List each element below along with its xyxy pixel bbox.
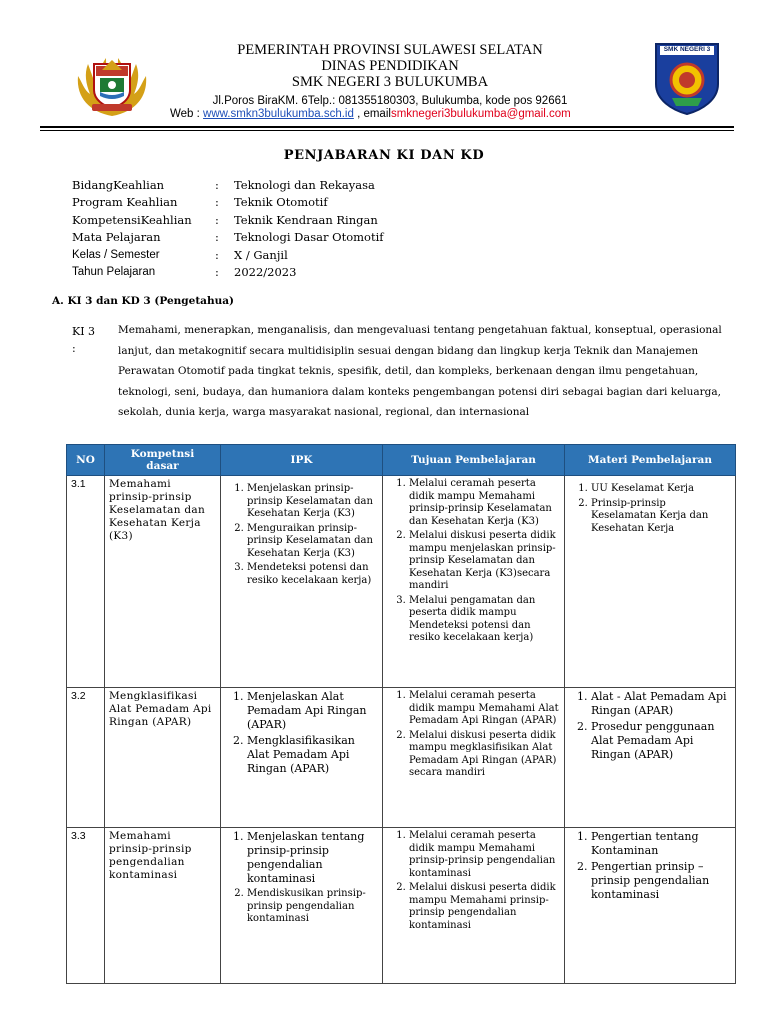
tujuan-cell (383, 688, 565, 828)
meta-separator: : (215, 177, 219, 192)
ki-label: KI 3 : (72, 325, 96, 355)
meta-row (72, 211, 384, 229)
meta-value: Teknologi Dasar Otomotif (234, 230, 384, 245)
meta-row (72, 176, 384, 194)
header-contact (170, 107, 571, 122)
meta-value: Teknik Otomotif (234, 195, 328, 210)
column-header: Tujuan Pembelajaran (383, 445, 565, 476)
kd-number: 3.2 (67, 688, 105, 828)
column-header: Kompetnsi dasar (105, 445, 221, 476)
column-header: NO (67, 445, 105, 476)
meta-separator: : (215, 230, 219, 245)
list-item: 2. Mendiskusikan prinsip-prinsip pengendalian kontaminasi (247, 888, 378, 926)
website-link[interactable]: www.smkn3bulukumba.sch.id (203, 108, 354, 120)
meta-key: KompetensiKeahlian (72, 212, 192, 227)
list-item: 2. Mengklasifikasikan Alat Pemadam Api Ringan (APAR) (247, 734, 378, 776)
meta-separator: : (215, 212, 219, 227)
kd-number: 3.3 (67, 828, 105, 984)
meta-separator: : (215, 265, 219, 280)
header-address: Jl.Poros BiraKM. 6Telp.: 081355180303, Bulukumba, kode pos 92661 (212, 95, 568, 107)
materi-cell (565, 828, 736, 984)
meta-value: 2022/2023 (234, 265, 297, 280)
web-prefix: Web : (170, 108, 204, 120)
list-item: 2. Melalui diskusi peserta didik mampu Memahami prinsip-prinsip pengendalian kontaminasi (409, 882, 560, 932)
kd-table (66, 444, 736, 984)
column-header: Materi Pembelajaran (565, 445, 736, 476)
table-row (67, 828, 736, 984)
list-item: 1. UU Keselamat Kerja (591, 483, 731, 496)
meta-key: Kelas / Semester (72, 248, 160, 261)
ipk-cell (221, 828, 383, 984)
meta-value: X / Ganjil (234, 247, 288, 262)
letterhead-rule (40, 126, 734, 128)
kd-text: Mengklasifikasi Alat Pemadam Api Ringan (APAR) (105, 688, 221, 828)
list-item: 2. Menguraikan prinsip-prinsip Keselamatan dan Kesehatan Kerja (K3) (247, 523, 378, 561)
meta-row (72, 264, 384, 282)
letterhead (180, 42, 600, 108)
kd-text: Memahami prinsip-prinsip Keselamatan dan Kesehatan Kerja (K3) (105, 476, 221, 688)
meta-key: Mata Pelajaran (72, 230, 161, 245)
meta-row (72, 246, 384, 264)
list-item: 3. Melalui pengamatan dan peserta didik mampu Mendeteksi potensi dan resiko kecelakaan kerja) (409, 595, 560, 645)
kd-text: Memahami prinsip-prinsip pengendalian kontaminasi (105, 828, 221, 984)
list-item: 1. Menjelaskan Alat Pemadam Api Ringan (APAR) (247, 690, 378, 732)
list-item: 1. Melalui ceramah peserta didik mampu Memahami prinsip-prinsip pengendalian kontaminasi (409, 830, 560, 880)
tujuan-cell (383, 476, 565, 688)
ipk-cell (221, 688, 383, 828)
list-item: 2. Pengertian prinsip – prinsip pengendalian kontaminasi (591, 860, 731, 902)
letterhead-rule-thin (40, 130, 734, 131)
list-item: 3. Mendeteksi potensi dan resiko kecelakaan kerja) (247, 562, 378, 587)
list-item: 1. Pengertian tentang Kontaminan (591, 830, 731, 858)
email-address[interactable]: smknegeri3bulukumba@gmail.com (390, 108, 571, 120)
kd-number: 3.1 (67, 476, 105, 688)
right-logo-text: SMK NEGERI 3 (663, 46, 711, 53)
header-line-province: PEMERINTAH PROVINSI SULAWESI SELATAN (237, 42, 543, 58)
metadata-block (72, 176, 384, 281)
list-item: 2. Prosedur penggunaan Alat Pemadam Api Ringan (APAR) (591, 720, 731, 762)
meta-value: Teknologi dan Rekayasa (234, 177, 375, 192)
header-line-dinas: DINAS PENDIDIKAN (321, 58, 459, 74)
list-item: 1. Menjelaskan tentang prinsip-prinsip pengendalian kontaminasi (247, 830, 378, 886)
materi-cell (565, 476, 736, 688)
meta-separator: : (215, 195, 219, 210)
school-shield-logo (652, 40, 722, 116)
list-item: 1. Melalui ceramah peserta didik mampu Memahami Alat Pemadam Api Ringan (APAR) (409, 690, 560, 728)
meta-key: Tahun Pelajaran (72, 266, 156, 279)
tujuan-cell (383, 828, 565, 984)
ipk-cell (221, 476, 383, 688)
provincial-crest-logo (70, 38, 154, 122)
list-item: 2. Prinsip-prinsip Keselamatan Kerja dan Kesehatan Kerja (591, 498, 731, 536)
meta-row (72, 194, 384, 212)
section-heading: A. KI 3 dan KD 3 (Pengetahua) (52, 295, 235, 307)
meta-row (72, 229, 384, 247)
list-item: 1. Menjelaskan prinsip-prinsip Keselamatan dan Kesehatan Kerja (K3) (247, 483, 378, 521)
list-item: 2. Melalui diskusi peserta didik mampu menjelaskan prinsip-prinsip Keselamatan dan Kesehatan Kerja (K3)secara mandiri (409, 530, 560, 593)
list-item: 1. Melalui ceramah peserta didik mampu Memahami prinsip-prinsip Keselamatan dan Kesehatan Kerja (K3) (409, 478, 560, 528)
meta-separator: : (215, 247, 219, 262)
email-prefix: , email (353, 108, 391, 120)
materi-cell (565, 688, 736, 828)
list-item: 1. Alat - Alat Pemadam Api Ringan (APAR) (591, 690, 731, 718)
ki-description: Memahami, menerapkan, menganalisis, dan mengevaluasi tentang pengetahuan faktual, konseptual, operasional lanjut, dan metakognitif secara multidisiplin sesuai dengan bidang dan lingkup kerja Teknik dan Manajemen Perawatan Otomotif pada tingkat teknis, spesifik, detil, dan kompleks, berkenaan dengan ilmu pengetahuan, teknologi, seni, budaya, dan humaniora dalam konteks pengembangan potensi diri sebagai bagian dari keluarga, sekolah, dunia kerja, warga masyarakat nasional, regional, dan internasional (118, 324, 722, 418)
meta-key: BidangKeahlian (72, 177, 165, 192)
column-header: IPK (221, 445, 383, 476)
table-header-row (67, 445, 736, 476)
page-title: PENJABARAN KI DAN KD (283, 148, 485, 163)
meta-value: Teknik Kendraan Ringan (234, 212, 378, 227)
header-line-school: SMK NEGERI 3 BULUKUMBA (291, 74, 489, 90)
list-item: 2. Melalui diskusi peserta didik mampu megklasifisikan Alat Pemadam Api Ringan (APAR) secara mandiri (409, 730, 560, 780)
meta-key: Program Keahlian (72, 195, 178, 210)
table-row (67, 476, 736, 688)
table-row (67, 688, 736, 828)
